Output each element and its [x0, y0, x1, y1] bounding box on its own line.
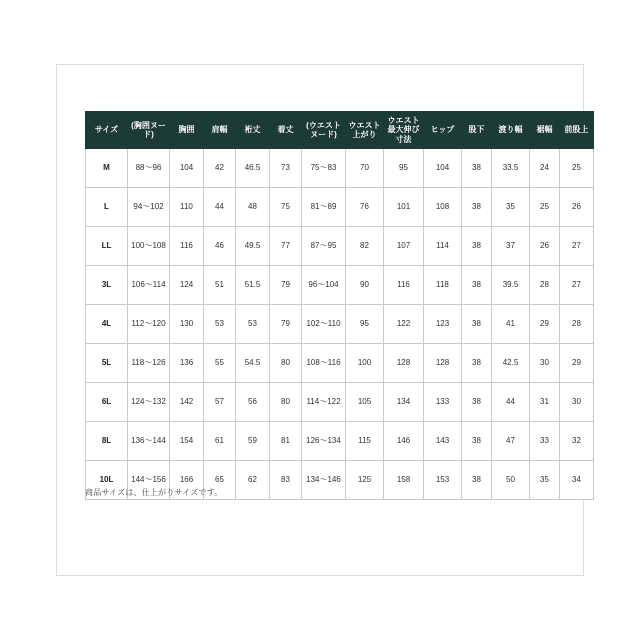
column-header-hip: ヒップ [424, 112, 462, 149]
table-cell: 80 [270, 344, 302, 383]
table-cell: 48 [236, 188, 270, 227]
table-cell: 80 [270, 383, 302, 422]
table-cell: 114〜122 [302, 383, 346, 422]
table-body [86, 149, 594, 500]
table-cell: 53 [236, 305, 270, 344]
column-header-thigh-width: 渡り幅 [492, 112, 530, 149]
table-row [86, 305, 594, 344]
table-cell: 125 [346, 461, 384, 500]
row-header-size: 6L [86, 383, 128, 422]
table-cell: 100 [346, 344, 384, 383]
row-header-size: L [86, 188, 128, 227]
row-header-size: 4L [86, 305, 128, 344]
table-cell: 83 [270, 461, 302, 500]
row-header-size: 10L [86, 461, 128, 500]
table-cell: 134〜146 [302, 461, 346, 500]
table-cell: 166 [170, 461, 204, 500]
size-chart-table [85, 111, 594, 500]
table-cell: 53 [204, 305, 236, 344]
row-header-size: 8L [86, 422, 128, 461]
table-cell: 124 [170, 266, 204, 305]
table-row [86, 383, 594, 422]
table-cell: 27 [560, 266, 594, 305]
table-cell: 62 [236, 461, 270, 500]
table-cell: 142 [170, 383, 204, 422]
table-cell: 25 [560, 149, 594, 188]
table-header [86, 112, 594, 149]
table-cell: 38 [462, 305, 492, 344]
table-cell: 33 [530, 422, 560, 461]
table-cell: 102〜110 [302, 305, 346, 344]
table-cell: 104 [170, 149, 204, 188]
table-cell: 57 [204, 383, 236, 422]
column-header-shoulder-width: 肩幅 [204, 112, 236, 149]
table-cell: 38 [462, 422, 492, 461]
table-cell: 46.5 [236, 149, 270, 188]
table-cell: 55 [204, 344, 236, 383]
column-header-size: サイズ [86, 112, 128, 149]
table-cell: 26 [560, 188, 594, 227]
table-cell: 38 [462, 461, 492, 500]
table-cell: 134 [384, 383, 424, 422]
table-cell: 76 [346, 188, 384, 227]
table-cell: 106〜114 [128, 266, 170, 305]
table-cell: 95 [384, 149, 424, 188]
table-row [86, 266, 594, 305]
column-header-garment-length: 着丈 [270, 112, 302, 149]
table-cell: 30 [560, 383, 594, 422]
table-cell: 128 [384, 344, 424, 383]
table-cell: 27 [560, 227, 594, 266]
table-cell: 154 [170, 422, 204, 461]
table-cell: 87〜95 [302, 227, 346, 266]
table-cell: 41 [492, 305, 530, 344]
size-chart-container [85, 111, 589, 500]
table-cell: 28 [560, 305, 594, 344]
table-cell: 42.5 [492, 344, 530, 383]
table-cell: 133 [424, 383, 462, 422]
table-cell: 38 [462, 266, 492, 305]
table-cell: 34 [560, 461, 594, 500]
table-cell: 81 [270, 422, 302, 461]
table-row [86, 344, 594, 383]
table-row [86, 188, 594, 227]
table-cell: 30 [530, 344, 560, 383]
column-header-inseam: 股下 [462, 112, 492, 149]
table-cell: 122 [384, 305, 424, 344]
table-cell: 124〜132 [128, 383, 170, 422]
table-cell: 24 [530, 149, 560, 188]
table-cell: 38 [462, 188, 492, 227]
table-cell: 77 [270, 227, 302, 266]
column-header-front-rise: 前股上 [560, 112, 594, 149]
row-header-size: M [86, 149, 128, 188]
table-cell: 108〜116 [302, 344, 346, 383]
table-cell: 33.5 [492, 149, 530, 188]
table-cell: 105 [346, 383, 384, 422]
table-cell: 54.5 [236, 344, 270, 383]
table-cell: 104 [424, 149, 462, 188]
table-cell: 51.5 [236, 266, 270, 305]
table-cell: 116 [170, 227, 204, 266]
table-cell: 110 [170, 188, 204, 227]
table-cell: 146 [384, 422, 424, 461]
table-cell: 81〜89 [302, 188, 346, 227]
table-header-row [86, 112, 594, 149]
table-cell: 44 [492, 383, 530, 422]
table-cell: 31 [530, 383, 560, 422]
table-cell: 61 [204, 422, 236, 461]
table-cell: 25 [530, 188, 560, 227]
table-cell: 59 [236, 422, 270, 461]
table-cell: 44 [204, 188, 236, 227]
table-cell: 136 [170, 344, 204, 383]
size-note: 商品サイズは、仕上がりサイズです。 [85, 488, 223, 497]
table-cell: 118 [424, 266, 462, 305]
table-cell: 35 [530, 461, 560, 500]
table-cell: 116 [384, 266, 424, 305]
table-cell: 158 [384, 461, 424, 500]
column-header-sleeve-length: 裄丈 [236, 112, 270, 149]
table-cell: 136〜144 [128, 422, 170, 461]
table-cell: 108 [424, 188, 462, 227]
column-header-waist-finished: ウエスト上がり [346, 112, 384, 149]
table-cell: 118〜126 [128, 344, 170, 383]
table-cell: 112〜120 [128, 305, 170, 344]
table-row [86, 227, 594, 266]
table-cell: 51 [204, 266, 236, 305]
table-cell: 56 [236, 383, 270, 422]
column-header-waist-nude: (ウエストヌード) [302, 112, 346, 149]
table-cell: 88〜96 [128, 149, 170, 188]
table-row [86, 422, 594, 461]
table-cell: 29 [530, 305, 560, 344]
table-cell: 73 [270, 149, 302, 188]
table-cell: 107 [384, 227, 424, 266]
table-cell: 123 [424, 305, 462, 344]
table-cell: 126〜134 [302, 422, 346, 461]
table-cell: 153 [424, 461, 462, 500]
table-cell: 28 [530, 266, 560, 305]
table-cell: 79 [270, 266, 302, 305]
table-cell: 144〜156 [128, 461, 170, 500]
table-cell: 143 [424, 422, 462, 461]
table-cell: 100〜108 [128, 227, 170, 266]
table-cell: 70 [346, 149, 384, 188]
table-cell: 130 [170, 305, 204, 344]
table-cell: 38 [462, 227, 492, 266]
table-cell: 75〜83 [302, 149, 346, 188]
table-cell: 82 [346, 227, 384, 266]
table-cell: 26 [530, 227, 560, 266]
table-cell: 39.5 [492, 266, 530, 305]
table-cell: 114 [424, 227, 462, 266]
table-cell: 35 [492, 188, 530, 227]
table-cell: 46 [204, 227, 236, 266]
table-cell: 115 [346, 422, 384, 461]
table-cell: 38 [462, 149, 492, 188]
row-header-size: LL [86, 227, 128, 266]
row-header-size: 5L [86, 344, 128, 383]
table-cell: 38 [462, 344, 492, 383]
table-cell: 38 [462, 383, 492, 422]
column-header-hem-width: 裾幅 [530, 112, 560, 149]
table-cell: 79 [270, 305, 302, 344]
table-cell: 75 [270, 188, 302, 227]
table-cell: 50 [492, 461, 530, 500]
table-cell: 29 [560, 344, 594, 383]
table-cell: 37 [492, 227, 530, 266]
table-cell: 101 [384, 188, 424, 227]
table-row [86, 149, 594, 188]
table-cell: 96〜104 [302, 266, 346, 305]
table-cell: 42 [204, 149, 236, 188]
row-header-size: 3L [86, 266, 128, 305]
table-cell: 128 [424, 344, 462, 383]
table-cell: 32 [560, 422, 594, 461]
table-cell: 95 [346, 305, 384, 344]
table-cell: 94〜102 [128, 188, 170, 227]
column-header-chest: 胸囲 [170, 112, 204, 149]
table-cell: 65 [204, 461, 236, 500]
table-cell: 90 [346, 266, 384, 305]
table-cell: 49.5 [236, 227, 270, 266]
column-header-waist-max-stretch: ウエスト最大伸び寸法 [384, 112, 424, 149]
table-cell: 47 [492, 422, 530, 461]
column-header-chest-nude: (胸囲ヌード) [128, 112, 170, 149]
